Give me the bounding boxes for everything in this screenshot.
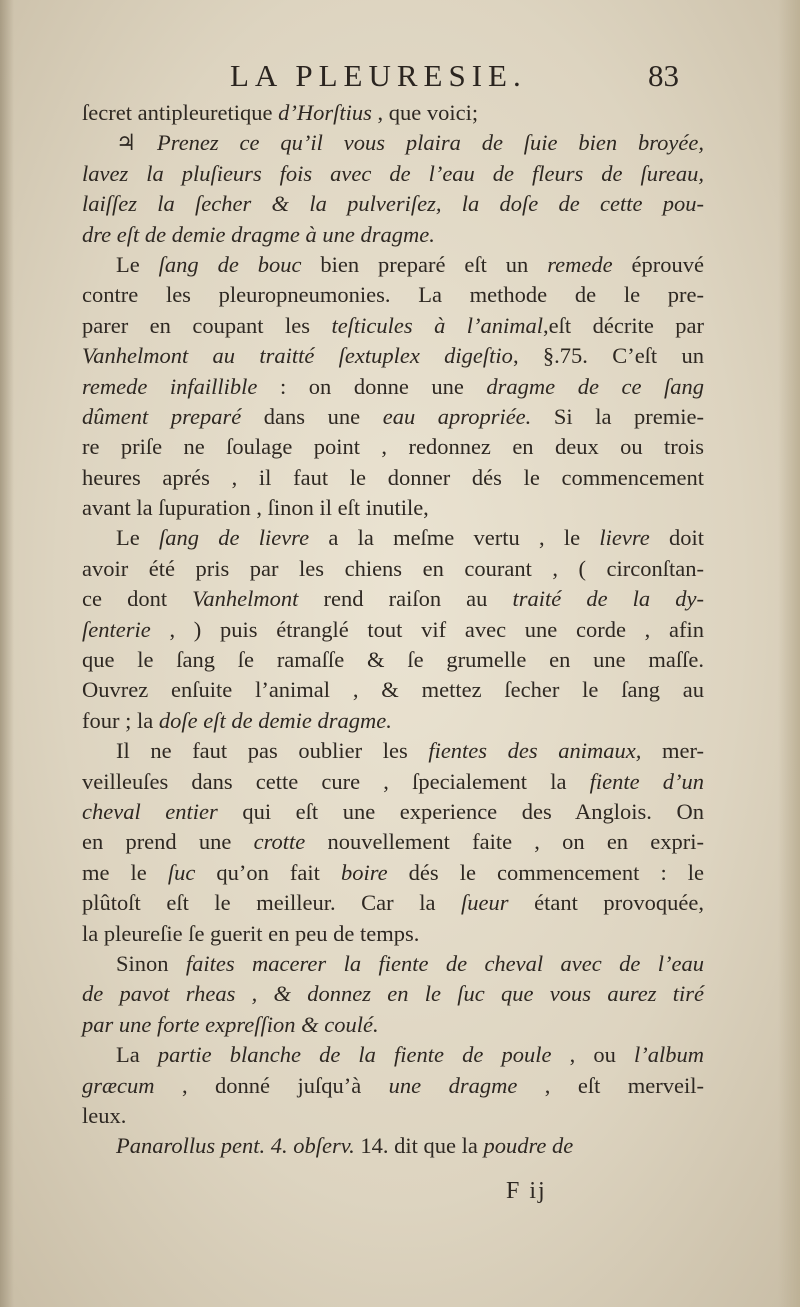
- text-line: [82, 1071, 704, 1101]
- text-line: [82, 736, 704, 766]
- text-line: [82, 311, 704, 341]
- text-run: en prend une: [82, 829, 254, 855]
- italic-run: traité de la dy-: [512, 586, 704, 612]
- paragraph: [82, 523, 704, 736]
- text-run: heures aprés , il faut le donner dés le commencement: [82, 464, 704, 490]
- text-run: dans une: [241, 403, 383, 429]
- italic-run: remede: [547, 251, 613, 277]
- italic-run: une dragme: [388, 1072, 518, 1098]
- italic-run: partie blanche de la fiente de poule: [157, 1042, 552, 1068]
- text-line: [82, 888, 704, 918]
- italic-run: par une forte expreſſion & coulé.: [82, 1011, 379, 1037]
- italic-run: doſe eſt de demie dragme.: [158, 707, 392, 733]
- text-line: [82, 128, 704, 158]
- text-run: Il ne faut pas oublier les: [116, 738, 429, 764]
- text-run: La: [116, 1042, 158, 1068]
- text-run: rend raiſon au: [298, 586, 513, 612]
- text-run: Le: [116, 251, 159, 277]
- text-line: [82, 372, 704, 402]
- italic-run: græcum: [82, 1072, 155, 1098]
- paragraph: [82, 250, 704, 524]
- text-run: ,eſt décrite par: [543, 312, 704, 338]
- text-line: [82, 645, 704, 675]
- text-run: contre les pleuropneumonies. La methode de le pre-: [82, 282, 704, 308]
- text-run: , §.75. C’eſt un: [512, 343, 704, 369]
- text-run: , donné juſqu’à: [154, 1072, 389, 1098]
- italic-run: poudre de: [483, 1133, 574, 1159]
- italic-run: cheval entier: [82, 798, 218, 824]
- italic-run: faites macerer la fiente de cheval avec de l’eau: [185, 950, 705, 976]
- italic-run: boire: [340, 859, 388, 885]
- italic-run: ſueur: [461, 890, 509, 916]
- text-line: [82, 827, 704, 857]
- text-line: [82, 675, 704, 705]
- text-run: , que voici;: [371, 100, 479, 125]
- page-edge-shadow-right: [778, 0, 800, 1307]
- italic-run: ſuc: [167, 859, 196, 885]
- text-run: a la meſme vertu , le: [309, 525, 600, 551]
- text-run: mer-: [641, 738, 704, 764]
- text-line: [82, 432, 704, 462]
- text-run: Si la premie-: [531, 403, 705, 429]
- italic-run: dre eſt de demie dragme à une dragme.: [82, 221, 435, 247]
- text-run: Ouvrez enſuite l’animal , & mettez ſecher le ſang au: [82, 677, 704, 703]
- text-run: veilleuſes dans cette cure , ſpecialement la: [82, 768, 590, 794]
- text-line: [82, 280, 704, 310]
- paragraph: [82, 949, 704, 1040]
- text-line: [82, 159, 704, 189]
- running-header: LA PLEURESIE.: [230, 58, 527, 93]
- italic-run: ſang de lievre: [158, 525, 310, 551]
- text-line: [82, 98, 704, 128]
- italic-run: remede infaillible: [82, 373, 258, 399]
- italic-run: ♃ Prenez ce qu’il vous plaira de ſuie bien broyée,: [116, 130, 704, 156]
- italic-run: de pavot rheas , & donnez en le ſuc que vous aurez tiré: [82, 981, 704, 1007]
- italic-run: lievre: [599, 525, 650, 551]
- italic-run: crotte: [253, 829, 306, 855]
- text-run: four ; la: [82, 707, 159, 733]
- text-line: [82, 463, 704, 493]
- text-line: [82, 250, 704, 280]
- text-run: : on donne une: [257, 373, 487, 399]
- italic-run: ſenterie: [82, 616, 151, 642]
- italic-run: ſang de bouc: [158, 251, 302, 277]
- text-run: ce dont: [82, 586, 193, 612]
- italic-run: laiſſez la ſecher & la pulveriſez, la doſe de cette pou-: [82, 191, 704, 217]
- text-line: [82, 584, 704, 614]
- text-run: nouvellement faite , on en expri-: [305, 829, 704, 855]
- italic-run: Vanhelmont au traitté ſextuplex digeſtio: [82, 343, 513, 369]
- text-run: dés le commencement : le: [387, 859, 704, 885]
- text-line: [82, 493, 704, 523]
- italic-run: lavez la pluſieurs fois avec de l’eau de fleurs de ſureau,: [82, 160, 704, 186]
- text-line: [82, 979, 704, 1009]
- text-line: [82, 949, 704, 979]
- page-number: 83: [648, 58, 679, 93]
- page-edge-shadow-left: [0, 0, 14, 1307]
- text-run: avant la ſupuration , ſinon il eſt inutile,: [82, 495, 429, 521]
- italic-run: fientes des animaux,: [428, 738, 642, 764]
- text-run: avoir été pris par les chiens en courant , ( circonſtan-: [82, 555, 704, 581]
- body-text: [82, 98, 704, 1162]
- text-line: [82, 797, 704, 827]
- paragraph: [82, 128, 704, 250]
- text-line: [82, 767, 704, 797]
- italic-run: eau apropriée.: [382, 403, 532, 429]
- text-line: [82, 341, 704, 371]
- text-line: [82, 1010, 704, 1040]
- signature-mark: F ij: [506, 1178, 547, 1204]
- paragraph: [82, 1040, 704, 1131]
- text-line: [82, 706, 704, 736]
- text-run: Sinon: [116, 950, 186, 976]
- text-line: [82, 220, 704, 250]
- text-run: , ou: [551, 1042, 634, 1068]
- text-run: ſecret antipleuretique: [82, 100, 279, 125]
- italic-run: l’album: [634, 1042, 704, 1068]
- text-run: Le: [116, 525, 159, 551]
- italic-run: fiente d’un: [589, 768, 704, 794]
- text-line: [82, 1101, 704, 1131]
- text-run: qu’on fait: [195, 859, 341, 885]
- paragraph: [82, 1131, 704, 1161]
- text-run: me le: [82, 859, 168, 885]
- text-run: la pleureſie ſe guerit en peu de temps.: [82, 920, 420, 946]
- paragraph: [82, 98, 704, 128]
- text-run: étant provoquée,: [508, 890, 704, 916]
- text-line: [82, 554, 704, 584]
- text-run: re priſe ne ſoulage point , redonnez en deux ou trois: [82, 434, 704, 460]
- italic-run: dragme de ce ſang: [486, 373, 705, 399]
- text-run: éprouvé: [612, 251, 705, 277]
- text-line: [82, 919, 704, 949]
- italic-run: teſticules à l’animal: [331, 312, 544, 338]
- text-run: que le ſang ſe ramaſſe & ſe grumelle en une maſſe.: [82, 647, 704, 673]
- italic-run: dûment preparé: [82, 403, 242, 429]
- paragraph: [82, 736, 704, 949]
- text-line: [82, 615, 704, 645]
- italic-run: d’Horſtius: [278, 100, 372, 125]
- text-run: qui eſt une experience des Anglois. On: [217, 798, 704, 824]
- text-run: plûtoſt eſt le meilleur. Car la: [82, 890, 462, 916]
- italic-run: Vanhelmont: [192, 586, 299, 612]
- text-line: [82, 1040, 704, 1070]
- text-run: , ) puis étranglé tout vif avec une corde , afin: [150, 616, 704, 642]
- text-line: [82, 1131, 704, 1161]
- text-run: , eſt merveil-: [517, 1072, 705, 1098]
- text-line: [82, 858, 704, 888]
- text-run: 14. dit que la: [354, 1133, 484, 1159]
- text-line: [82, 402, 704, 432]
- text-line: [82, 523, 704, 553]
- text-run: doit: [649, 525, 705, 551]
- text-run: bien preparé eſt un: [301, 251, 548, 277]
- italic-run: Panarollus pent. 4. obſerv.: [116, 1133, 355, 1159]
- text-run: leux.: [82, 1102, 127, 1128]
- text-line: [82, 189, 704, 219]
- text-run: parer en coupant les: [82, 312, 332, 338]
